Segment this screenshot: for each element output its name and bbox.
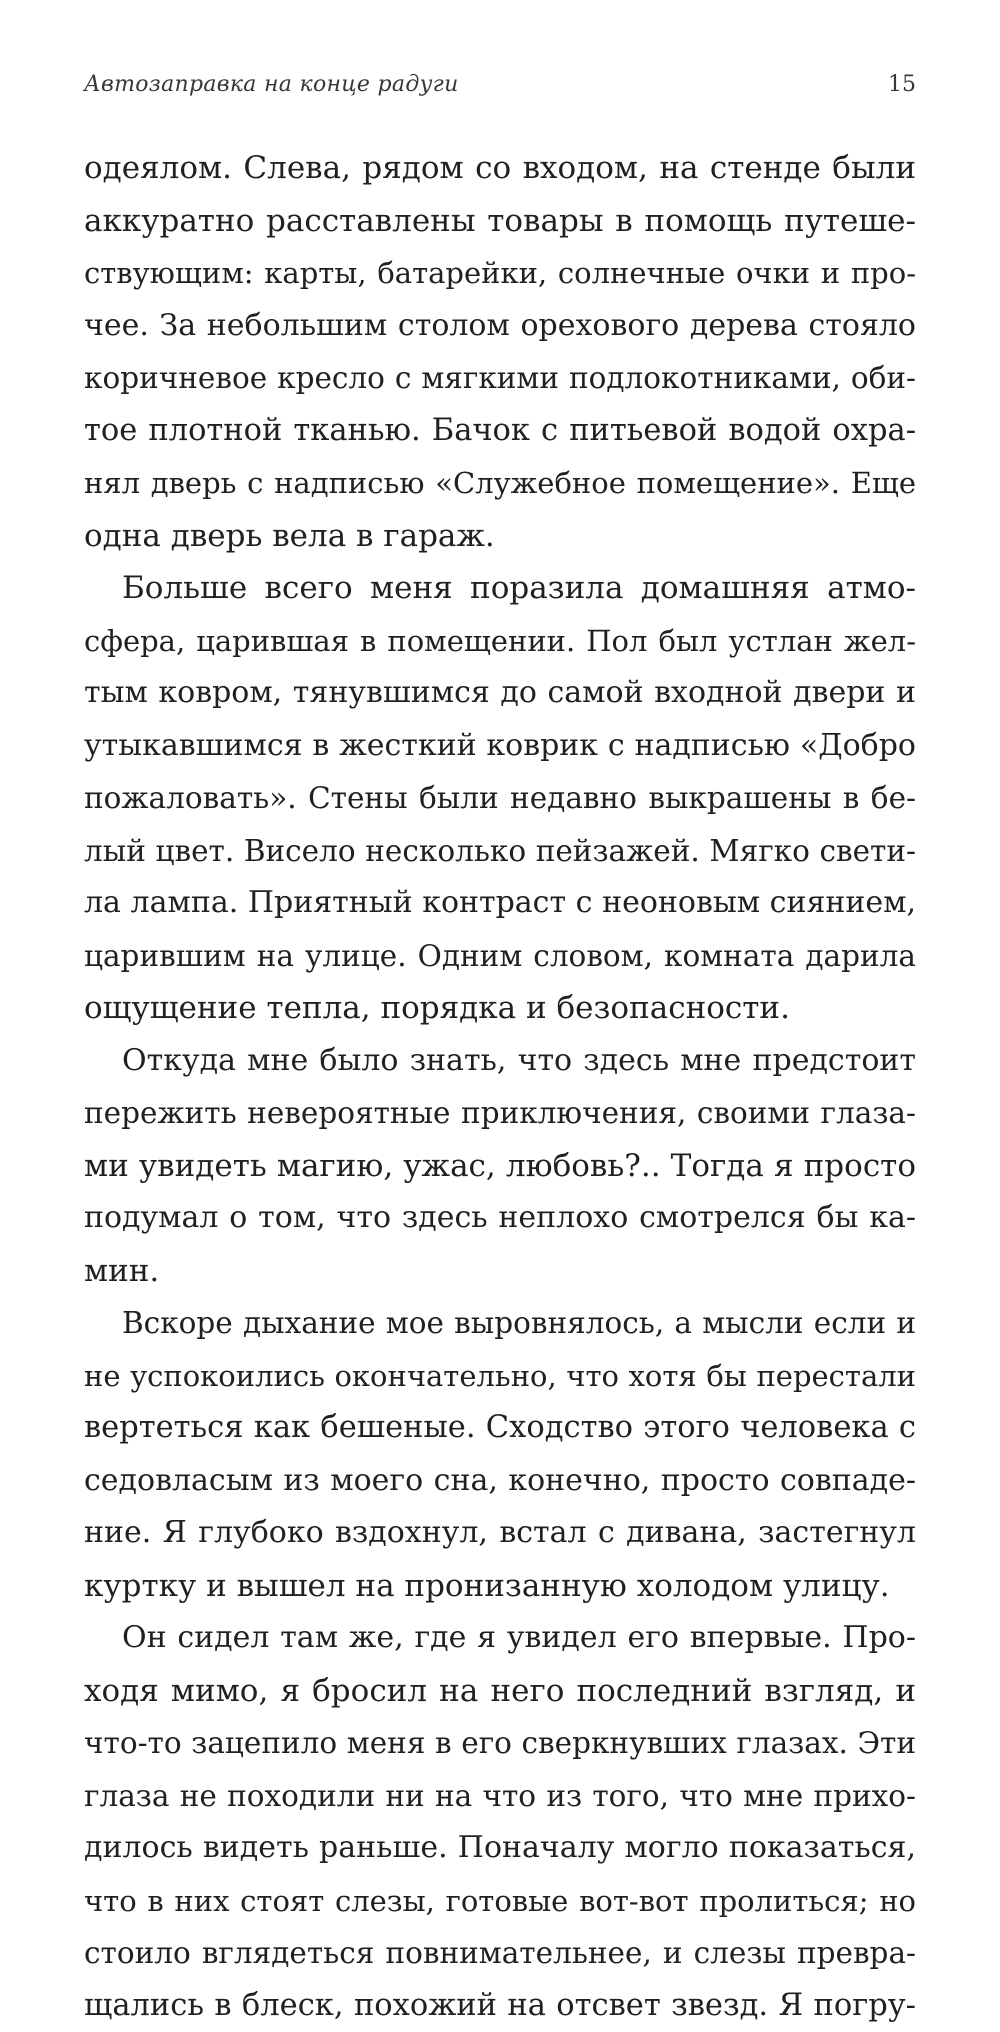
text-line: тое плотной тканью. Бачок с питьевой водой охра- bbox=[84, 405, 916, 458]
page-number: 15 bbox=[888, 72, 916, 97]
text-line: Вскоре дыхание мое выровнялось, а мысли если и bbox=[84, 1297, 916, 1350]
body-text bbox=[84, 142, 916, 2032]
text-line: тым ковром, тянувшимся до самой входной двери и bbox=[84, 667, 916, 720]
text-line: мин. bbox=[84, 1245, 916, 1298]
text-line: Больше всего меня поразила домашняя атмо- bbox=[84, 562, 916, 615]
text-line: Он сидел там же, где я увидел его впервые. Про- bbox=[84, 1612, 916, 1665]
text-line: утыкавшимся в жесткий коврик с надписью «Добро bbox=[84, 720, 916, 773]
text-line: сфера, царившая в помещении. Пол был устлан жел- bbox=[84, 615, 916, 668]
text-line: аккуратно расставлены товары в помощь путеше- bbox=[84, 195, 916, 248]
text-line: пережить невероятные приключения, своими глаза- bbox=[84, 1087, 916, 1140]
running-title: Автозаправка на конце радуги bbox=[84, 72, 459, 97]
text-line: стоило вглядеться повнимательнее, и слезы превра- bbox=[84, 1927, 916, 1980]
text-line: ние. Я глубоко вздохнул, встал с дивана, застегнул bbox=[84, 1507, 916, 1560]
running-header bbox=[84, 72, 916, 112]
text-line: глаза не походили ни на что из того, что мне прихо- bbox=[84, 1770, 916, 1823]
text-line: одна дверь вела в гараж. bbox=[84, 510, 916, 563]
text-line: седовласым из моего сна, конечно, просто совпаде- bbox=[84, 1455, 916, 1508]
text-line: что-то зацепило меня в его сверкнувших глазах. Эти bbox=[84, 1717, 916, 1770]
text-line: вертеться как бешеные. Сходство этого человека с bbox=[84, 1402, 916, 1455]
text-line: нял дверь с надписью «Служебное помещение». Еще bbox=[84, 457, 916, 510]
text-line: ствующим: карты, батарейки, солнечные очки и про- bbox=[84, 247, 916, 300]
text-line: что в них стоят слезы, готовые вот-вот пролиться; но bbox=[84, 1875, 916, 1928]
text-line: царившим на улице. Одним словом, комната дарила bbox=[84, 930, 916, 983]
text-line: ощущение тепла, порядка и безопасности. bbox=[84, 982, 916, 1035]
text-line: не успокоились окончательно, что хотя бы перестали bbox=[84, 1350, 916, 1403]
text-line: пожаловать». Стены были недавно выкрашены в бе- bbox=[84, 772, 916, 825]
text-line: ла лампа. Приятный контраст с неоновым сиянием, bbox=[84, 877, 916, 930]
text-line: Откуда мне было знать, что здесь мне предстоит bbox=[84, 1035, 916, 1088]
text-line: ми увидеть магию, ужас, любовь?.. Тогда я просто bbox=[84, 1140, 916, 1193]
text-line: чее. За небольшим столом орехового дерева стояло bbox=[84, 300, 916, 353]
text-line: подумал о том, что здесь неплохо смотрелся бы ка- bbox=[84, 1192, 916, 1245]
text-line: коричневое кресло с мягкими подлокотниками, оби- bbox=[84, 352, 916, 405]
text-line: лый цвет. Висело несколько пейзажей. Мягко свети- bbox=[84, 825, 916, 878]
text-line: ходя мимо, я бросил на него последний взгляд, и bbox=[84, 1665, 916, 1718]
text-line: дилось видеть раньше. Поначалу могло показаться, bbox=[84, 1822, 916, 1875]
text-line: куртку и вышел на пронизанную холодом улицу. bbox=[84, 1560, 916, 1613]
text-line: одеялом. Слева, рядом со входом, на стенде были bbox=[84, 142, 916, 195]
text-line: щались в блеск, похожий на отсвет звезд. Я погру- bbox=[84, 1980, 916, 2032]
